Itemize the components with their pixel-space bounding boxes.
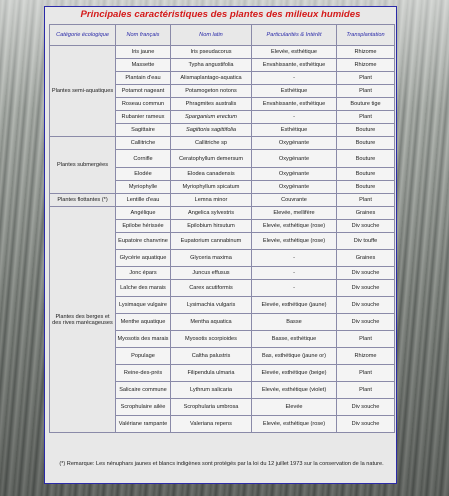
features-cell: Esthétique <box>252 85 337 98</box>
french-name-cell: Scrophulaire ailée <box>116 399 171 416</box>
french-name-cell: Potamot nageant <box>116 85 171 98</box>
french-name-cell: Angélique <box>116 207 171 220</box>
features-cell: Elevée, esthétique (rose) <box>252 233 337 250</box>
latin-name-cell: Angelica sylvestris <box>171 207 252 220</box>
transplantation-cell: Bouture <box>337 181 395 194</box>
transplantation-cell: Div souche <box>337 267 395 280</box>
features-cell: Elevée <box>252 399 337 416</box>
features-cell: Bas, esthétique (jaune or) <box>252 348 337 365</box>
category-cell: Plantes flottantes (*) <box>50 194 116 207</box>
table-body <box>50 46 395 433</box>
features-cell: Elevée, esthétique (beige) <box>252 365 337 382</box>
french-name-cell: Lentille d'eau <box>116 194 171 207</box>
french-name-cell: Eupatoire chanvrine <box>116 233 171 250</box>
latin-name-cell: Phragmites australis <box>171 98 252 111</box>
french-name-cell: Reine-des-prés <box>116 365 171 382</box>
table-header-row <box>50 25 395 46</box>
header-french-name: Nom français <box>116 25 171 46</box>
plants-table <box>49 24 395 433</box>
features-cell: Envahissante, esthétique <box>252 59 337 72</box>
features-cell: Oxygénante <box>252 181 337 194</box>
features-cell: - <box>252 280 337 297</box>
latin-name-cell: Myosotis scorpioides <box>171 331 252 348</box>
transplantation-cell: Div souche <box>337 297 395 314</box>
french-name-cell: Roseau commun <box>116 98 171 111</box>
features-cell: Elevée, esthétique (rose) <box>252 416 337 433</box>
french-name-cell: Sagittaire <box>116 124 171 137</box>
french-name-cell: Epilobe hérissée <box>116 220 171 233</box>
transplantation-cell: Bouture tige <box>337 98 395 111</box>
transplantation-cell: Bouture <box>337 150 395 168</box>
latin-name-cell: Alismaplantago-aquatica <box>171 72 252 85</box>
transplantation-cell: Div souche <box>337 280 395 297</box>
features-cell: Basse, esthétique <box>252 331 337 348</box>
latin-name-cell: Callitriche sp <box>171 137 252 150</box>
footnote: (*) Remarque: Les nénuphars jaunes et blancs indigènes sont protégés par la loi du 12 juillet 1973 sur la conservation de la nature. <box>59 461 384 467</box>
header-category: Catégorie écologique <box>50 25 116 46</box>
transplantation-cell: Plant <box>337 111 395 124</box>
latin-name-cell: Iris pseudacorus <box>171 46 252 59</box>
table-row <box>50 207 395 220</box>
latin-name-cell: Lysimachia vulgaris <box>171 297 252 314</box>
features-cell: Elevée, mellifère <box>252 207 337 220</box>
latin-name-cell: Sagittoria sagittifolia <box>171 124 252 137</box>
french-name-cell: Salicaire commune <box>116 382 171 399</box>
features-cell: Basse <box>252 314 337 331</box>
table-row <box>50 137 395 150</box>
transplantation-cell: Plant <box>337 194 395 207</box>
french-name-cell: Cornifle <box>116 150 171 168</box>
transplantation-cell: Bouture <box>337 168 395 181</box>
features-cell: Elevée, esthétique <box>252 46 337 59</box>
transplantation-cell: Graines <box>337 207 395 220</box>
plant-table-sheet <box>44 6 397 484</box>
transplantation-cell: Div souche <box>337 399 395 416</box>
transplantation-cell: Plant <box>337 72 395 85</box>
french-name-cell: Glycérie aquatique <box>116 250 171 267</box>
features-cell: Elevée, esthétique (rose) <box>252 220 337 233</box>
transplantation-cell: Div souche <box>337 220 395 233</box>
french-name-cell: Myosotis des marais <box>116 331 171 348</box>
french-name-cell: Plantain d'eau <box>116 72 171 85</box>
features-cell: Elevée, esthétique (jaune) <box>252 297 337 314</box>
table-title: Principales caractéristiques des plantes des milieux humides <box>80 9 361 20</box>
features-cell: - <box>252 250 337 267</box>
french-name-cell: Massette <box>116 59 171 72</box>
table-row <box>50 194 395 207</box>
latin-name-cell: Epilobium hirsutum <box>171 220 252 233</box>
features-cell: Esthétique <box>252 124 337 137</box>
latin-name-cell: Lythrum salicaria <box>171 382 252 399</box>
latin-name-cell: Typha angustifolia <box>171 59 252 72</box>
latin-name-cell: Elodea canadensis <box>171 168 252 181</box>
transplantation-cell: Plant <box>337 331 395 348</box>
french-name-cell: Myriophylle <box>116 181 171 194</box>
french-name-cell: Lysimaque vulgaire <box>116 297 171 314</box>
features-cell: Envahissante, esthétique <box>252 98 337 111</box>
french-name-cell: Valériane rampante <box>116 416 171 433</box>
latin-name-cell: Lemna minor <box>171 194 252 207</box>
transplantation-cell: Div souche <box>337 314 395 331</box>
features-cell: - <box>252 111 337 124</box>
latin-name-cell: Scrophularia umbrosa <box>171 399 252 416</box>
latin-name-cell: Caltha palustris <box>171 348 252 365</box>
french-name-cell: Elodée <box>116 168 171 181</box>
french-name-cell: Iris jaune <box>116 46 171 59</box>
category-cell: Plantes submergées <box>50 137 116 194</box>
features-cell: Oxygénante <box>252 137 337 150</box>
latin-name-cell: Glyceria maxima <box>171 250 252 267</box>
category-cell: Plantes des berges et des rives marécageuses <box>50 207 116 433</box>
latin-name-cell: Mentha aquatica <box>171 314 252 331</box>
latin-name-cell: Sparganium erectum <box>171 111 252 124</box>
features-cell: - <box>252 72 337 85</box>
features-cell: Oxygénante <box>252 168 337 181</box>
latin-name-cell: Carex acutiformis <box>171 280 252 297</box>
header-features: Particularités & Intérêt <box>252 25 337 46</box>
latin-name-cell: Potamogeton notons <box>171 85 252 98</box>
transplantation-cell: Div touffe <box>337 233 395 250</box>
transplantation-cell: Bouture <box>337 137 395 150</box>
french-name-cell: Menthe aquatique <box>116 314 171 331</box>
latin-name-cell: Juncus effusus <box>171 267 252 280</box>
french-name-cell: Laîche des marais <box>116 280 171 297</box>
header-latin-name: Nom latin <box>171 25 252 46</box>
french-name-cell: Populage <box>116 348 171 365</box>
french-name-cell: Callitriche <box>116 137 171 150</box>
features-cell: Oxygénante <box>252 150 337 168</box>
transplantation-cell: Plant <box>337 382 395 399</box>
latin-name-cell: Valeriana repens <box>171 416 252 433</box>
latin-name-cell: Filipendula ulmaria <box>171 365 252 382</box>
features-cell: Couvrante <box>252 194 337 207</box>
features-cell: - <box>252 267 337 280</box>
transplantation-cell: Div souche <box>337 416 395 433</box>
features-cell: Elevée, esthétique (violet) <box>252 382 337 399</box>
latin-name-cell: Ceratophyllum demersum <box>171 150 252 168</box>
transplantation-cell: Plant <box>337 365 395 382</box>
french-name-cell: Rubanier rameux <box>116 111 171 124</box>
french-name-cell: Jonc épars <box>116 267 171 280</box>
transplantation-cell: Graines <box>337 250 395 267</box>
category-cell: Plantes semi-aquatiques <box>50 46 116 137</box>
transplantation-cell: Rhizome <box>337 348 395 365</box>
latin-name-cell: Myriophyllum spicatum <box>171 181 252 194</box>
transplantation-cell: Bouture <box>337 124 395 137</box>
transplantation-cell: Rhizome <box>337 46 395 59</box>
header-transplantation: Transplantation <box>337 25 395 46</box>
latin-name-cell: Eupatorium cannabinum <box>171 233 252 250</box>
table-row <box>50 46 395 59</box>
transplantation-cell: Rhizome <box>337 59 395 72</box>
transplantation-cell: Plant <box>337 85 395 98</box>
